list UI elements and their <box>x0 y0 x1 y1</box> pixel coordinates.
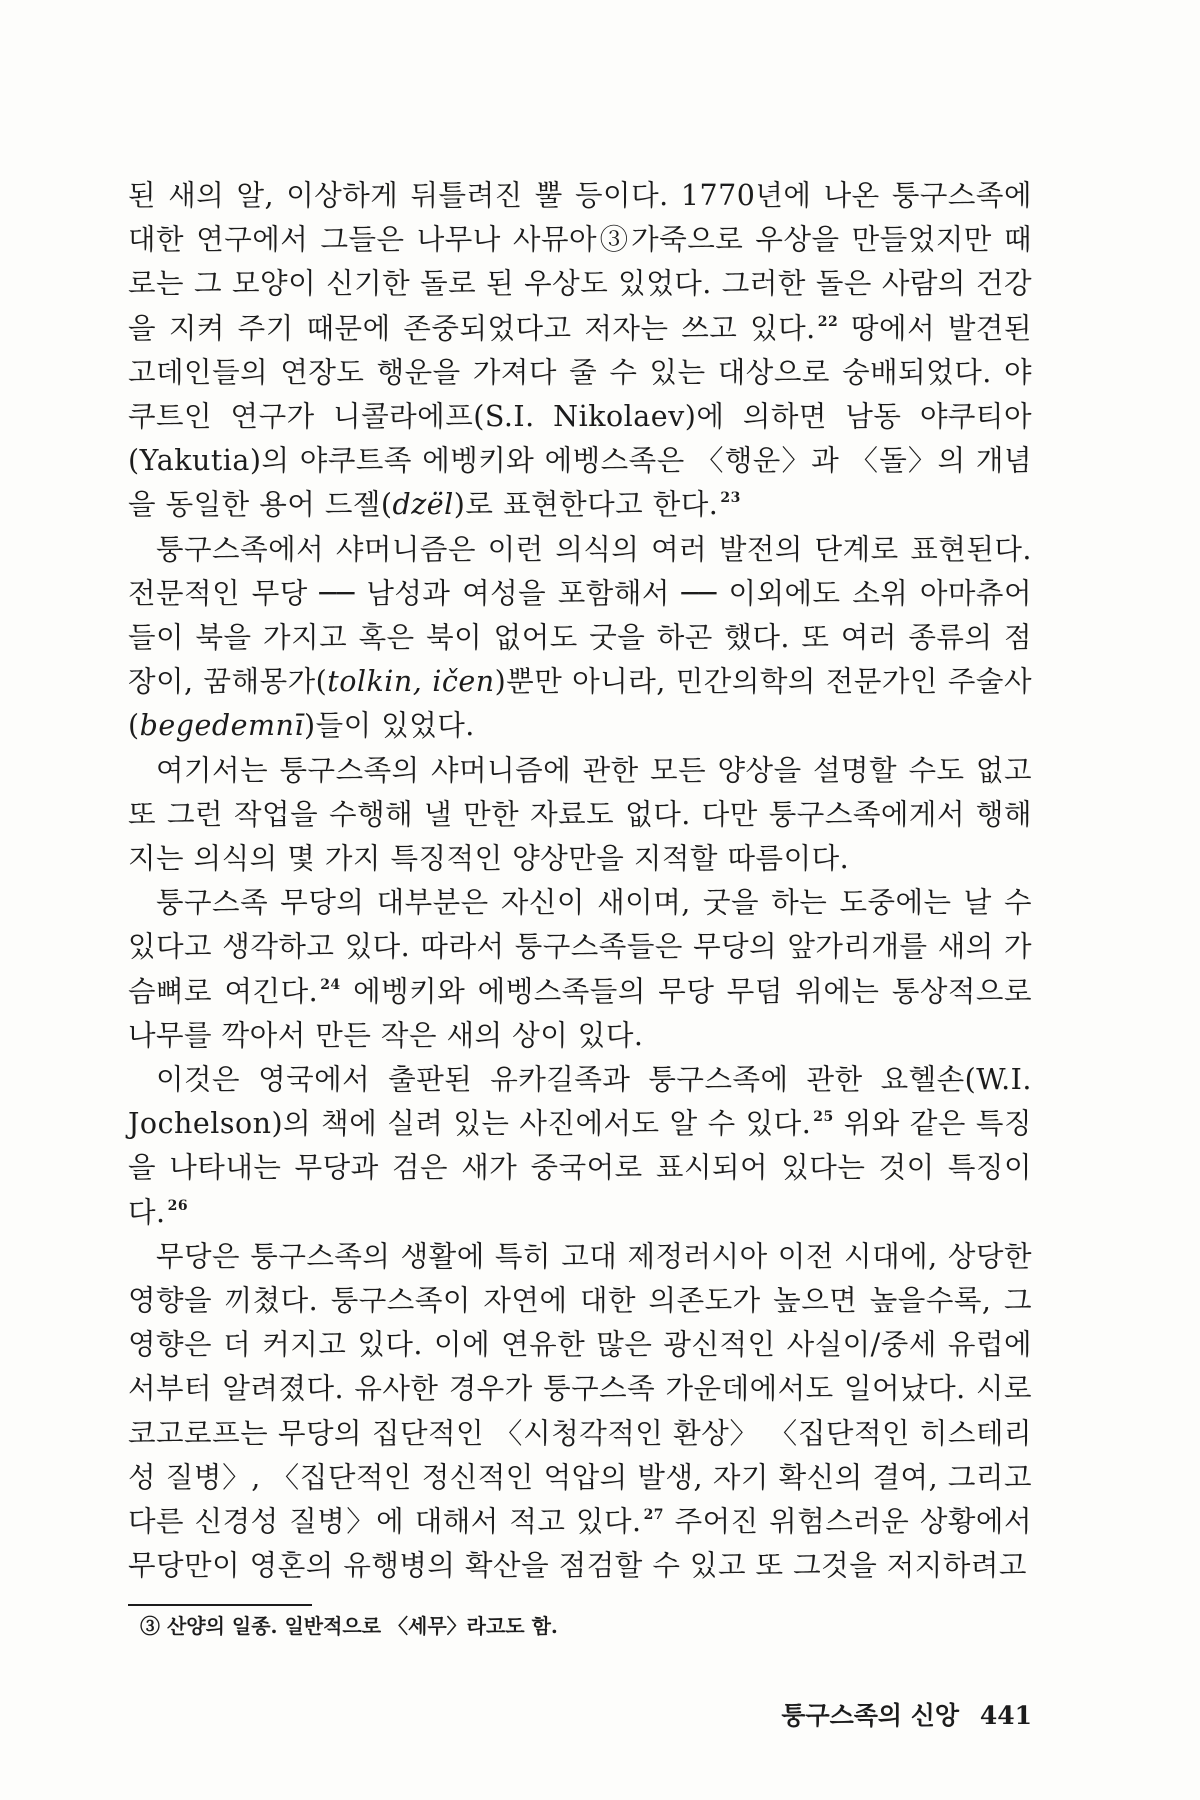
footnote: ③ 산양의 일종. 일반적으로 〈세무〉라고도 함. <box>140 1614 558 1638</box>
running-title: 퉁구스족의 신앙 <box>781 1701 960 1730</box>
text-run: )뿐만 아니라, 민간의학의 전문가인 주술사( <box>128 665 1032 743</box>
text-run: )로 표현한다고 한다. <box>453 488 719 522</box>
paragraph <box>128 528 1032 749</box>
text-run: 주어진 위험스러운 상황에서 무당만이 영혼의 유행병의 확산을 점검할 수 있고 또 그것을 저지하려고 <box>128 1505 1032 1583</box>
footnote-ref: 22 <box>817 313 839 330</box>
text-run: 무당은 퉁구스족의 생활에 특히 고대 제정러시아 이전 시대에, 상당한 영향을 끼쳤다. 퉁구스족이 자연에 대한 의존도가 높으면 높을수록, 그 영향은 더 커지고 있다. 이에 연유한 많은 광신적인 사실이/중세 유럽에서부터 알려졌다. 유사한 경우가 퉁구스족 가운데에서도 일어났다. 시로코고로프는 무당의 집단적인 〈시청각적인 환상〉 〈집단적인 히스테리성 질병〉, 〈집단적인 정신적인 억압의 발생, 자기 확신의 결여, 그리고 다른 신경성 질병〉에 대해서 적고 있다. <box>128 1239 1032 1539</box>
footnote-ref: 26 <box>167 1197 189 1214</box>
footnote-ref: 23 <box>720 490 741 507</box>
italic-term: tolkin, ičen <box>327 665 495 699</box>
text-run: 땅에서 발견된 고데인들의 연장도 행운을 가져다 줄 수 있는 대상으로 숭배되었다. 야쿠트인 연구가 니콜라에프(S.I. Nikolaev)에 의하면 남동 야쿠티아(Yakutia)의 야쿠트족 에벵키와 에벵스족은 〈행운〉과 〈돌〉의 개념을 동일한 용어 드젤( <box>128 311 1032 522</box>
text-run: 퉁구스족에서 샤머니즘은 이런 의식의 여러 발전의 단계로 표현된다. 전문적인 무당 ── 남성과 여성을 포함해서 ── 이외에도 소위 아마츄어들이 북을 가지고 혹은 북이 없어도 굿을 하곤 했다. 또 여러 종류의 점장이, 꿈해몽가( <box>128 532 1032 699</box>
footnote-ref: 25 <box>813 1109 834 1126</box>
italic-term: begedemnī <box>139 709 304 743</box>
text-run: )들이 있었다. <box>303 709 475 743</box>
text-run: 퉁구스족 무당의 대부분은 자신이 새이며, 굿을 하는 도중에는 날 수 있다고 생각하고 있다. 따라서 퉁구스족들은 무당의 앞가리개를 새의 가슴뼈로 여긴다. <box>128 886 1032 1008</box>
footnote-ref: 24 <box>320 976 341 993</box>
running-footer <box>700 1700 1032 1732</box>
text-run: 에벵키와 에벵스족들의 무당 무덤 위에는 통상적으로 나무를 깍아서 만든 작은 새의 상이 있다. <box>128 974 1032 1052</box>
paragraph <box>128 881 1032 1058</box>
body-text <box>128 174 1032 1589</box>
italic-term: dzël <box>392 488 454 522</box>
footnote-ref: 27 <box>643 1507 665 1524</box>
page-number: 441 <box>979 1701 1032 1730</box>
paragraph <box>128 749 1032 882</box>
footnote-divider <box>128 1604 312 1606</box>
text-run: 여기서는 퉁구스족의 샤머니즘에 관한 모든 양상을 설명할 수도 없고 또 그런 작업을 수행해 낼 만한 자료도 없다. 다만 퉁구스족에게서 행해지는 의식의 몇 가지 특징적인 양상만을 지적할 따름이다. <box>128 753 1032 876</box>
paragraph <box>128 1235 1032 1589</box>
text-run: 이것은 영국에서 출판된 유카길족과 퉁구스족에 관한 요헬손(W.I. Jochelson)의 책에 실려 있는 사진에서도 알 수 있다. <box>128 1063 1032 1141</box>
text-run: 된 새의 알, 이상하게 뒤틀려진 뿔 등이다. 1770년에 나온 퉁구스족에 대한 연구에서 그들은 나무나 사뮤아③가죽으로 우상을 만들었지만 때로는 그 모양이 신기한 돌로 된 우상도 있었다. 그러한 돌은 사람의 건강을 지켜 주기 때문에 존중되었다고 저자는 쓰고 있다. <box>128 179 1032 345</box>
paragraph <box>128 1058 1032 1235</box>
text-run: 위와 같은 특징을 나타내는 무당과 검은 새가 중국어로 표시되어 있다는 것이 특징이다. <box>128 1107 1032 1229</box>
paragraph <box>128 174 1032 528</box>
